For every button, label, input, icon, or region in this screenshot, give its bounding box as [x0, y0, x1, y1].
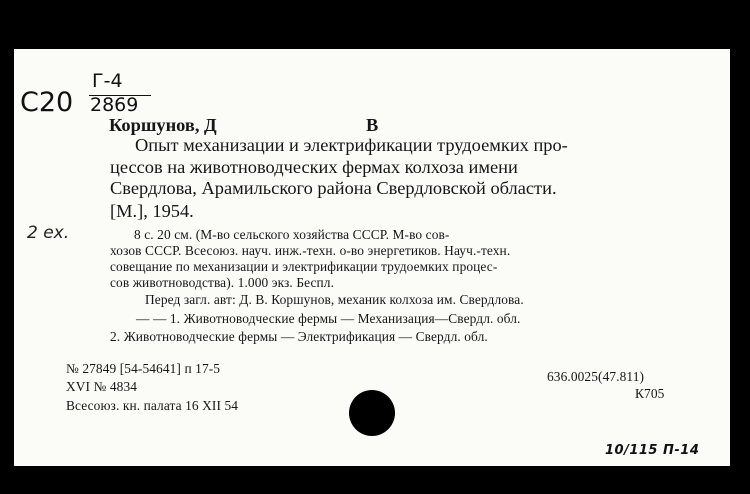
shelf-mark-class: С20: [20, 87, 74, 118]
author-initial: В: [366, 115, 379, 135]
title-line: Опыт механизации и электрификации трудоемких про-: [135, 135, 568, 155]
shelf-mark-fraction-bottom: 2869: [90, 94, 139, 116]
inventory-stamp: 10/115 П-14: [605, 443, 700, 458]
title-line: [М.], 1954.: [110, 201, 194, 221]
punch-hole: [349, 390, 395, 436]
subject-heading: 2. Животноводческие фермы — Электрификация — Свердл. обл.: [110, 329, 488, 344]
note-line: Перед загл. авт: Д. В. Коршунов, механик колхоза им. Свердлова.: [145, 292, 524, 307]
description-line: сов животноводства). 1.000 экз. Беспл.: [110, 275, 335, 290]
author-name: Коршунов, Д: [109, 115, 217, 135]
title-line: цессов на животноводческих фермах колхоза имени: [110, 157, 518, 177]
udc-index: 636.0025(47.811): [547, 369, 645, 384]
catalog-card: [14, 49, 730, 466]
author-code: К705: [635, 386, 665, 401]
shelf-mark-fraction-top: Г-4: [92, 70, 123, 92]
description-line: хозов СССР. Всесоюз. науч. инж.-техн. о-во энергетиков. Науч.-техн.: [110, 243, 511, 258]
description-line: 8 с. 20 см. (М-во сельского хозяйства СССР. М-во сов-: [134, 227, 450, 242]
description-line: совещание по механизации и электрификации трудоемких процес-: [110, 259, 498, 274]
subject-heading: — — 1. Животноводческие фермы — Механизация—Свердл. обл.: [136, 311, 521, 326]
margin-note: 2 ех.: [27, 223, 70, 243]
registry-chamber: Всесоюз. кн. палата 16 XII 54: [66, 398, 239, 413]
title-line: Свердлова, Арамильского района Свердловской области.: [110, 178, 557, 198]
registry-number: № 27849 [54-54641] п 17-5: [66, 361, 221, 376]
registry-code: XVI № 4834: [66, 379, 138, 394]
